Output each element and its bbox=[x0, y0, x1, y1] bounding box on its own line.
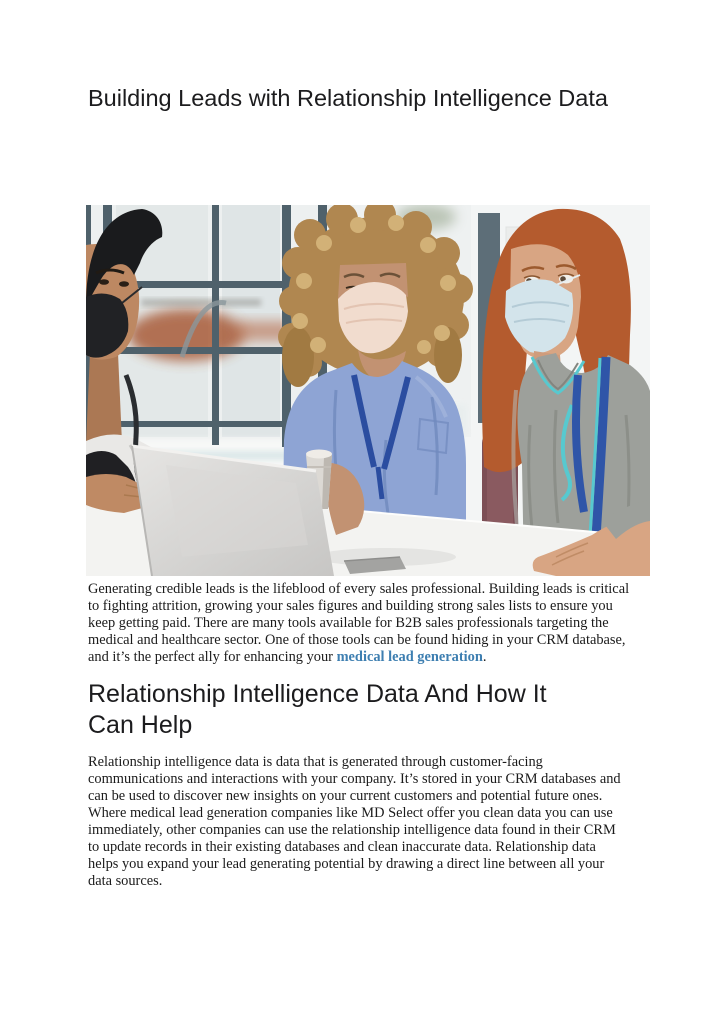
hero-image-illustration bbox=[86, 205, 650, 576]
paragraph-line: communications and interactions with your company. It’s stored in your CRM databases and bbox=[88, 771, 621, 787]
paragraph-line: data sources. bbox=[88, 873, 163, 889]
paragraph-line: to fighting attrition, growing your sales figures and building strong sales lists to ensure you bbox=[88, 598, 613, 614]
heading-line: Relationship Intelligence Data And How It bbox=[88, 680, 547, 708]
paragraph-line bbox=[88, 649, 654, 666]
paragraph-line: to update records in their existing databases and clean inaccurate data. Relationship data bbox=[88, 839, 596, 855]
document-title: Building Leads with Relationship Intelligence Data bbox=[88, 85, 608, 111]
intro-paragraph bbox=[88, 581, 654, 666]
heading-line: Can Help bbox=[88, 711, 193, 739]
paragraph-line: Relationship intelligence data is data that is generated through customer-facing bbox=[88, 754, 543, 770]
paragraph-line: Generating credible leads is the lifeblood of every sales professional. Building leads is critical bbox=[88, 581, 630, 597]
section-paragraph bbox=[88, 754, 654, 890]
medical-lead-generation-link[interactable]: medical lead generation bbox=[336, 649, 483, 665]
paragraph-line: helps you expand your lead generating potential by drawing a direct line between all your bbox=[88, 856, 605, 872]
paragraph-line: keep getting paid. There are many tools available for B2B sales professionals targeting the bbox=[88, 615, 609, 631]
paragraph-line: medical and healthcare sector. One of those tools can be found hiding in your CRM database, bbox=[88, 632, 626, 648]
paragraph-line: immediately, other companies can use the relationship intelligence data found in their CRM bbox=[88, 822, 616, 838]
paragraph-line: Where medical lead generation companies like MD Select offer you clean data you can use bbox=[88, 805, 613, 821]
paragraph-line: can be used to discover new insights on your current customers and potential future ones. bbox=[88, 788, 603, 804]
hero-image bbox=[86, 205, 650, 576]
paragraph-text: and it’s the perfect ally for enhancing your bbox=[88, 649, 337, 665]
section-heading bbox=[88, 679, 668, 741]
paragraph-text: . bbox=[482, 649, 487, 665]
